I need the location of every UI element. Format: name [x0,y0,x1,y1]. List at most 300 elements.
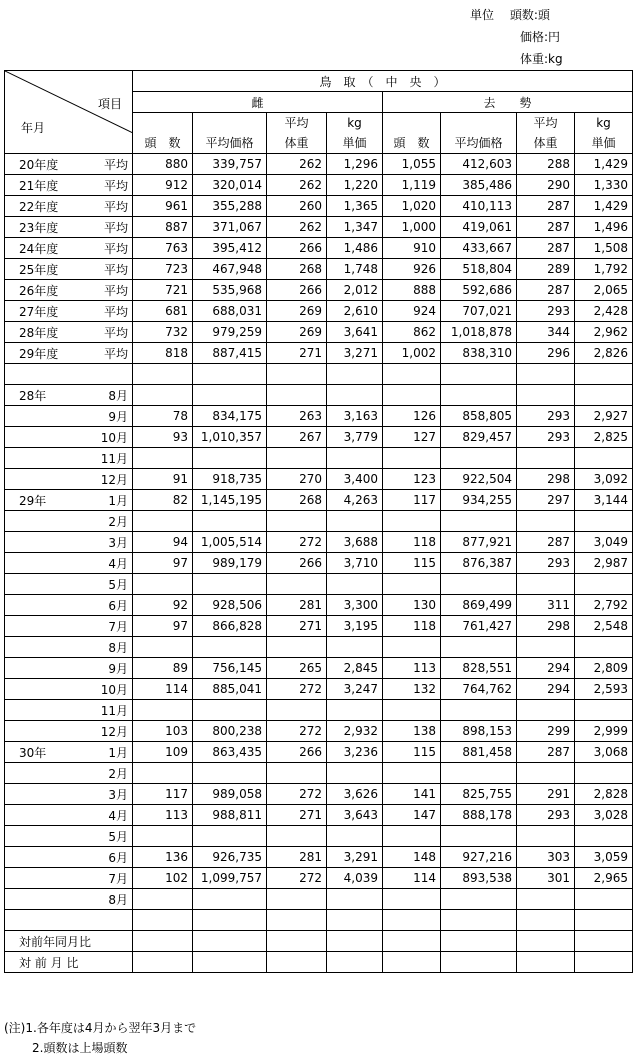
table-row [5,616,633,637]
row-year [19,849,59,866]
table-row [5,826,633,847]
table-cell [383,448,441,469]
table-cell [383,910,441,931]
table-cell: 2,826 [575,343,633,364]
table-cell: 926 [383,259,441,280]
table-cell [441,574,517,595]
table-cell: 271 [267,343,327,364]
table-cell [133,700,193,721]
table-cell: 433,667 [441,238,517,259]
table-row [5,427,633,448]
row-label [5,259,133,280]
table-cell: 2,828 [575,784,633,805]
table-cell: 1,002 [383,343,441,364]
column-header [193,113,267,154]
table-cell: 294 [517,658,575,679]
table-cell [133,448,193,469]
table-cell: 3,291 [327,847,383,868]
row-year: 29年 [19,493,47,508]
row-month: 2月 [108,766,128,781]
table-cell [441,931,517,952]
row-month: 平均 [103,241,128,256]
table-cell: 113 [133,805,193,826]
table-cell: 2,065 [575,280,633,301]
table-cell: 761,427 [441,616,517,637]
yearmonth-label: 年月 [21,121,46,135]
table-cell: 2,962 [575,322,633,343]
table-cell: 311 [517,595,575,616]
row-year [19,618,59,635]
row-year [19,471,59,488]
row-label [5,658,133,679]
row-month: 平均 [103,199,128,214]
row-label [5,406,133,427]
row-year [19,429,59,446]
table-cell: 290 [517,175,575,196]
table-cell: 93 [133,427,193,448]
table-cell [575,826,633,847]
table-cell [133,364,193,385]
table-cell: 934,255 [441,490,517,511]
table-cell: 296 [517,343,575,364]
table-cell: 266 [267,742,327,763]
table-cell [193,952,267,973]
table-cell [133,511,193,532]
table-cell: 763 [133,238,193,259]
row-label [5,490,133,511]
table-cell: 1,365 [327,196,383,217]
table-row [5,784,633,805]
table-cell: 988,811 [193,805,267,826]
table-cell: 688,031 [193,301,267,322]
table-cell: 412,603 [441,154,517,175]
table-cell [383,364,441,385]
table-cell [267,826,327,847]
row-year [19,555,59,572]
row-year [19,534,59,551]
row-month: 8月 [108,640,128,655]
table-cell [133,910,193,931]
table-row [5,553,633,574]
table-cell: 271 [267,805,327,826]
table-cell: 117 [133,784,193,805]
row-month: 平均 [103,220,128,235]
row-month: 5月 [108,577,128,592]
table-cell: 4,263 [327,490,383,511]
table-cell: 263 [267,406,327,427]
row-month: 10月 [100,430,128,445]
table-row [5,301,633,322]
table-cell: 287 [517,532,575,553]
table-cell [133,952,193,973]
table-cell: 113 [383,658,441,679]
table-cell [575,511,633,532]
table-cell: 888 [383,280,441,301]
table-cell [441,889,517,910]
table-cell [133,931,193,952]
table-cell: 3,400 [327,469,383,490]
table-row [5,259,633,280]
table-cell: 147 [383,805,441,826]
table-cell: 288 [517,154,575,175]
group-female: 雌 [133,92,383,113]
table-cell: 1,496 [575,217,633,238]
row-month: 7月 [108,619,128,634]
table-cell: 1,330 [575,175,633,196]
table-cell: 467,948 [193,259,267,280]
note-1: (注)1.各年度は4月から翌年3月まで [4,1021,197,1035]
table-cell: 887,415 [193,343,267,364]
item-label: 項目 [97,97,122,111]
row-month: 8月 [108,892,128,907]
table-cell: 262 [267,154,327,175]
table-cell: 3,247 [327,679,383,700]
table-cell: 82 [133,490,193,511]
table-cell: 339,757 [193,154,267,175]
table-cell [517,637,575,658]
table-cell: 123 [383,469,441,490]
row-year: 22年度 [19,199,59,214]
table-row [5,322,633,343]
table-row [5,910,633,931]
table-cell: 294 [517,679,575,700]
table-cell: 3,779 [327,427,383,448]
row-year: 27年度 [19,304,59,319]
table-cell: 922,504 [441,469,517,490]
table-cell: 2,012 [327,280,383,301]
table-cell [327,952,383,973]
table-cell [517,952,575,973]
table-cell: 1,748 [327,259,383,280]
table-cell: 2,593 [575,679,633,700]
row-year: 20年度 [19,157,59,172]
row-label [5,427,133,448]
table-row [5,637,633,658]
table-cell: 410,113 [441,196,517,217]
row-month: 10月 [100,682,128,697]
table-cell: 97 [133,553,193,574]
column-header-line2: 単価 [342,136,367,150]
table-cell: 126 [383,406,441,427]
table-cell: 885,041 [193,679,267,700]
table-cell [575,448,633,469]
table-row [5,175,633,196]
table-cell [575,364,633,385]
table-cell: 863,435 [193,742,267,763]
table-cell [327,364,383,385]
table-cell [267,889,327,910]
table-cell: 127 [383,427,441,448]
table-cell: 866,828 [193,616,267,637]
table-cell: 1,119 [383,175,441,196]
table-cell: 2,792 [575,595,633,616]
row-month: 11月 [100,703,128,718]
table-cell: 344 [517,322,575,343]
table-cell [517,511,575,532]
table-cell: 1,296 [327,154,383,175]
row-month: 平均 [103,157,128,172]
table-cell [327,511,383,532]
row-year: 21年度 [19,178,59,193]
row-label [5,280,133,301]
table-cell: 3,300 [327,595,383,616]
row-month: 12月 [100,472,128,487]
table-row [5,385,633,406]
table-cell: 876,387 [441,553,517,574]
table-cell: 148 [383,847,441,868]
table-cell [267,574,327,595]
table-cell: 293 [517,427,575,448]
row-year [19,891,59,908]
row-label [5,238,133,259]
units-price: 価格:円 [520,30,561,44]
table-cell [441,385,517,406]
table-cell: 293 [517,553,575,574]
table-cell: 114 [133,679,193,700]
table-cell: 94 [133,532,193,553]
table-cell: 89 [133,658,193,679]
table-cell [193,511,267,532]
table-cell [267,385,327,406]
table-cell: 115 [383,742,441,763]
table-cell: 1,099,757 [193,868,267,889]
column-header-line1 [193,113,266,133]
table-row [5,889,633,910]
row-month: 平均 [103,346,128,361]
table-cell [517,448,575,469]
row-month: 4月 [108,808,128,823]
table-cell: 2,927 [575,406,633,427]
table-cell: 92 [133,595,193,616]
row-month: 5月 [108,829,128,844]
table-cell: 268 [267,259,327,280]
table-cell: 707,021 [441,301,517,322]
table-cell: 291 [517,784,575,805]
table-cell: 2,965 [575,868,633,889]
table-cell: 289 [517,259,575,280]
column-header-line1: kg [596,116,611,130]
column-header-line1 [133,113,192,133]
table-cell [267,364,327,385]
table-cell [327,910,383,931]
column-header-line1 [441,113,516,133]
table-cell [441,364,517,385]
table-row [5,469,633,490]
table-cell [193,910,267,931]
table-cell: 266 [267,280,327,301]
footer-row-label: 対 前 月 比 [5,952,133,973]
row-label [5,343,133,364]
footer-row [5,952,633,973]
table-cell: 118 [383,616,441,637]
table-cell [193,364,267,385]
table-row [5,217,633,238]
table-cell: 862 [383,322,441,343]
table-cell: 293 [517,805,575,826]
table-cell: 3,641 [327,322,383,343]
table-cell: 1,792 [575,259,633,280]
row-label [5,595,133,616]
row-label [5,154,133,175]
row-label [5,364,133,385]
row-month: 1月 [108,745,128,760]
table-cell: 681 [133,301,193,322]
table-cell [327,889,383,910]
table-cell: 91 [133,469,193,490]
table-cell: 1,055 [383,154,441,175]
row-month: 3月 [108,787,128,802]
column-header-line2: 単価 [591,136,616,150]
table-cell [267,763,327,784]
table-cell [193,700,267,721]
table-cell: 3,028 [575,805,633,826]
table-cell [327,574,383,595]
table-cell: 269 [267,322,327,343]
table-cell: 293 [517,406,575,427]
column-header [517,113,575,154]
table-cell [327,637,383,658]
row-label [5,868,133,889]
table-cell [383,889,441,910]
table-cell: 924 [383,301,441,322]
row-label [5,889,133,910]
table-cell: 270 [267,469,327,490]
table-cell: 887 [133,217,193,238]
table-cell: 918,735 [193,469,267,490]
table-cell: 287 [517,196,575,217]
table-cell: 877,921 [441,532,517,553]
row-label [5,322,133,343]
table-cell [383,826,441,847]
table-cell [267,931,327,952]
table-row [5,238,633,259]
table-cell: 117 [383,490,441,511]
table-cell: 3,271 [327,343,383,364]
table-cell: 272 [267,532,327,553]
table-cell: 4,039 [327,868,383,889]
table-cell [517,385,575,406]
row-year: 26年度 [19,283,59,298]
row-label [5,385,133,406]
row-month: 平均 [103,304,128,319]
column-header-line1: 平均 [284,116,309,130]
table-row [5,679,633,700]
table-cell [575,931,633,952]
column-header [267,113,327,154]
row-month: 6月 [108,598,128,613]
column-header [575,113,633,154]
table-cell: 2,999 [575,721,633,742]
table-cell: 2,809 [575,658,633,679]
table-cell: 262 [267,217,327,238]
table-cell [383,637,441,658]
row-year: 28年度 [19,325,59,340]
table-cell: 880 [133,154,193,175]
table-cell: 395,412 [193,238,267,259]
row-month: 4月 [108,556,128,571]
table-cell [133,889,193,910]
table-cell [517,700,575,721]
table-cell: 287 [517,217,575,238]
table-cell [193,763,267,784]
table-cell [517,826,575,847]
table-cell: 1,010,357 [193,427,267,448]
row-label [5,574,133,595]
table-cell: 2,548 [575,616,633,637]
table-cell: 2,845 [327,658,383,679]
table-cell [441,952,517,973]
table-cell: 592,686 [441,280,517,301]
table-cell: 272 [267,679,327,700]
table-cell [575,763,633,784]
table-cell: 301 [517,868,575,889]
table-cell: 535,968 [193,280,267,301]
column-header-line1 [383,113,440,133]
table-cell [441,910,517,931]
table-cell: 115 [383,553,441,574]
table-cell: 269 [267,301,327,322]
table-row [5,343,633,364]
row-month: 11月 [100,451,128,466]
row-year [19,639,59,656]
table-row [5,574,633,595]
row-month: 12月 [100,724,128,739]
table-row [5,595,633,616]
column-header-line2: 平均価格 [454,136,503,150]
row-month: 9月 [108,661,128,676]
table-cell: 141 [383,784,441,805]
table-cell: 834,175 [193,406,267,427]
table-cell [327,763,383,784]
row-label [5,784,133,805]
table-cell: 385,486 [441,175,517,196]
row-year: 25年度 [19,262,59,277]
table-cell: 287 [517,280,575,301]
table-cell: 2,825 [575,427,633,448]
row-label [5,469,133,490]
table-cell: 114 [383,868,441,889]
row-year [19,702,59,719]
table-cell: 298 [517,469,575,490]
column-header-line1: 平均 [533,116,558,130]
table-cell [193,826,267,847]
row-year [19,597,59,614]
row-month: 平均 [103,283,128,298]
column-header-line2: 頭 数 [144,136,181,150]
table-cell [267,700,327,721]
table-cell: 1,220 [327,175,383,196]
table-cell: 298 [517,616,575,637]
row-label [5,448,133,469]
row-year [19,408,59,425]
row-year [19,660,59,677]
table-cell: 928,506 [193,595,267,616]
table-cell: 109 [133,742,193,763]
table-cell: 419,061 [441,217,517,238]
row-label [5,217,133,238]
table-cell: 272 [267,784,327,805]
table-cell: 3,626 [327,784,383,805]
row-year [19,450,59,467]
row-year [19,723,59,740]
row-year [19,870,59,887]
table-cell: 371,067 [193,217,267,238]
row-label [5,637,133,658]
row-month: 9月 [108,409,128,424]
row-label [5,910,133,931]
row-label [5,700,133,721]
table-cell [193,574,267,595]
